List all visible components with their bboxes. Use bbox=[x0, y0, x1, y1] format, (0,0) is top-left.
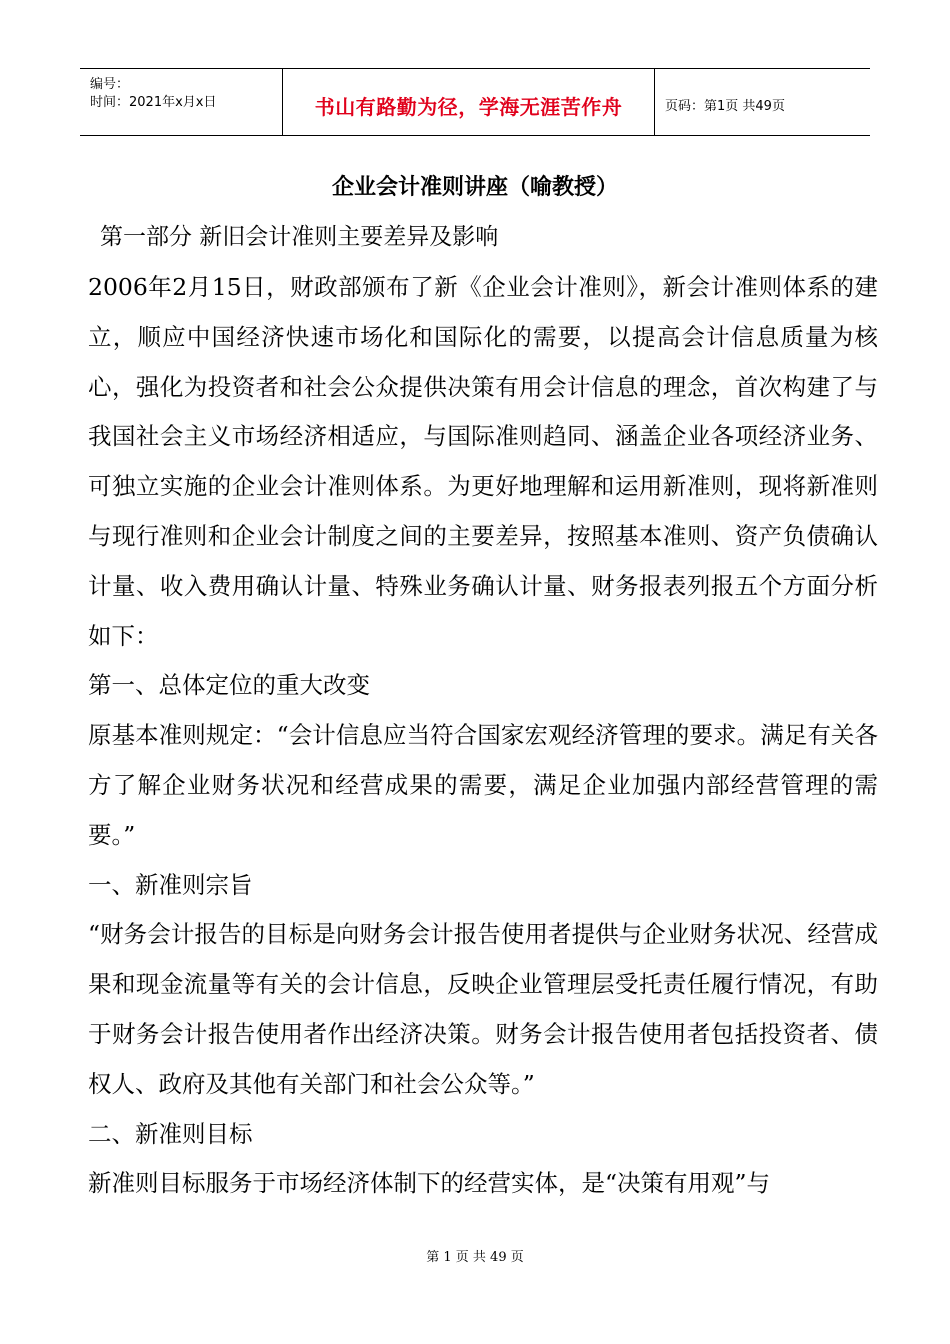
purpose-paragraph: “财务会计报告的目标是向财务会计报告使用者提供与企业财务状况、经营成果和现金流量等有关的会计信息，反映企业管理层受托责任履行情况，有助于财务会计报告使用者作出经济决策。财务会计报告使用者包括投资者、债权人、政府及其他有关部门和社会公众等。” bbox=[88, 920, 878, 1098]
page-footer: 第 1 页 共 49 页 bbox=[426, 1250, 524, 1265]
section-heading-1: 第一、总体定位的重大改变 bbox=[88, 671, 370, 700]
header-motto-cell bbox=[283, 69, 655, 135]
header-page-cell bbox=[655, 69, 870, 135]
section-heading-3: 二、新准则目标 bbox=[88, 1119, 253, 1148]
header-meta-cell bbox=[80, 69, 283, 135]
page-info: 页码：第1页 共49页 bbox=[665, 99, 785, 114]
header-table bbox=[80, 68, 870, 136]
time-label: 时间：2021年x月x日 bbox=[90, 95, 217, 110]
document-title: 企业会计准则讲座（喻教授） bbox=[331, 174, 618, 200]
motto-text: 书山有路勤为径，学海无涯苦作舟 bbox=[314, 95, 623, 119]
section-heading-2: 一、新准则宗旨 bbox=[88, 870, 253, 899]
intro-paragraph: 2006年2月15日，财政部颁布了新《企业会计准则》，新会计准则体系的建立，顺应中国经济快速市场化和国际化的需要，以提高会计信息质量为核心，强化为投资者和社会公众提供决策有用会计信息的理念，首次构建了与我国社会主义市场经济相适应，与国际准则趋同、涵盖企业各项经济业务、可独立实施的企业会计准则体系。为更好地理解和运用新准则，现将新准则与现行准则和企业会计制度之间的主要差异，按照基本准则、资产负债确认计量、收入费用确认计量、特殊业务确认计量、财务报表列报五个方面分析如下： bbox=[88, 273, 878, 650]
section-heading: 第一部分 新旧会计准则主要差异及影响 bbox=[100, 224, 499, 250]
objective-paragraph: 新准则目标服务于市场经济体制下的经营实体，是“决策有用观”与 bbox=[88, 1169, 771, 1198]
quote-paragraph: 原基本准则规定：“会计信息应当符合国家宏观经济管理的要求。满足有关各方了解企业财务状况和经营成果的需要，满足企业加强内部经营管理的需要。” bbox=[88, 721, 878, 849]
document-body bbox=[88, 263, 878, 1209]
serial-label: 编号： bbox=[90, 77, 130, 92]
